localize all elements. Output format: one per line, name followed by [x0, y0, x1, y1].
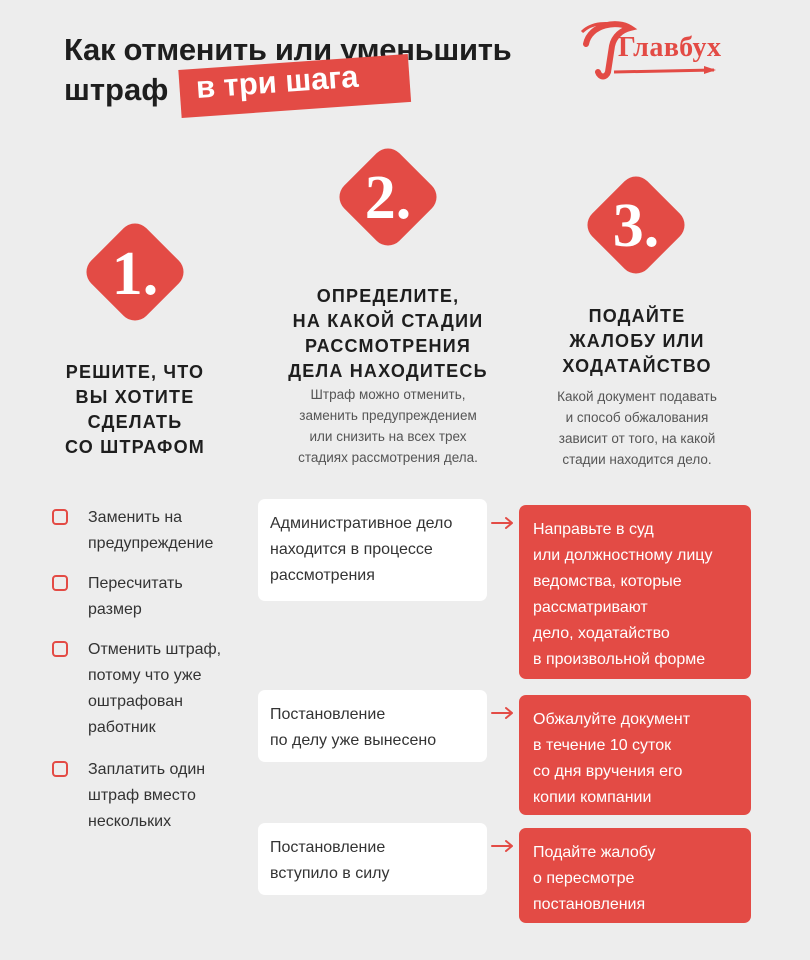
step-2-desc-line: заменить предупреждением — [299, 408, 477, 423]
checklist-label-line: работник — [88, 719, 156, 736]
stage-text-line: рассмотрения — [270, 567, 375, 584]
checklist-label-line: Заплатить один — [88, 761, 206, 778]
checklist-item-label — [88, 757, 258, 835]
checklist-label-line: штраф вместо — [88, 787, 196, 804]
stage-card — [258, 690, 487, 762]
action-text-line: со дня вручения его — [533, 763, 683, 780]
step-3-number: 3. — [612, 192, 660, 260]
step-2-desc-line: или снизить на всех трех — [309, 429, 467, 444]
stage-card — [258, 499, 487, 601]
step-3-title-line: ЖАЛОБУ ИЛИ — [569, 331, 705, 351]
step-3-description — [522, 386, 752, 470]
checklist-item[interactable] — [52, 637, 252, 743]
step-3-desc-line: Какой документ подавать — [557, 389, 717, 404]
action-text-line: копии компании — [533, 789, 652, 806]
checkbox-icon[interactable] — [52, 509, 68, 525]
action-text-line: дело, ходатайство — [533, 625, 670, 642]
step-3-desc-line: стадии находится дело. — [562, 452, 712, 467]
action-text-line: ведомства, которые — [533, 573, 682, 590]
page-title-line-2: штраф — [64, 72, 169, 107]
step-2-description — [273, 384, 503, 468]
arrow-right-icon — [490, 705, 516, 721]
stage-text-line: Административное дело — [270, 515, 453, 532]
checklist-item-label — [88, 505, 258, 557]
action-card — [519, 695, 751, 815]
step-2-desc-line: стадиях рассмотрения дела. — [298, 450, 478, 465]
logo-wordmark: Главбух — [618, 32, 722, 63]
step-1-title-line: РЕШИТЕ, ЧТО — [65, 362, 205, 382]
checklist-label-line: оштрафован — [88, 693, 183, 710]
checklist-item[interactable] — [52, 571, 252, 625]
step-2-title-line: ДЕЛА НАХОДИТЕСЬ — [288, 361, 488, 381]
arrow-right-icon — [490, 838, 516, 854]
step-2-title-line: ОПРЕДЕЛИТЕ, — [316, 286, 460, 306]
step-3-desc-line: зависит от того, на какой — [558, 431, 716, 446]
step-2-title-line: НА КАКОЙ СТАДИИ — [292, 311, 484, 331]
checklist-label-line: размер — [88, 601, 142, 618]
action-text-line: Подайте жалобу — [533, 844, 656, 861]
action-text-line: Направьте в суд — [533, 521, 654, 538]
checklist-item-label — [88, 571, 258, 623]
arrow-right-icon — [490, 515, 516, 531]
step-2-title — [263, 284, 513, 384]
checklist-label-line: Отменить штраф, — [88, 641, 222, 658]
stage-text-line: Постановление — [270, 839, 386, 856]
stage-text-line: по делу уже вынесено — [270, 732, 437, 749]
step-3-title-line: ХОДАТАЙСТВО — [562, 356, 712, 376]
step-2-title-line: РАССМОТРЕНИЯ — [304, 336, 471, 356]
checklist-label-line: нескольких — [88, 813, 172, 830]
step-3-desc-line: и способ обжалования — [565, 410, 709, 425]
step-1-title-line: ВЫ ХОТИТЕ — [75, 387, 195, 407]
step-2-number: 2. — [364, 164, 412, 232]
checklist-label-line: предупреждение — [88, 535, 214, 552]
checklist-label-line: потому что уже — [88, 667, 202, 684]
step-3-title-line: ПОДАЙТЕ — [588, 306, 686, 326]
stage-text-line: находится в процессе — [270, 541, 433, 558]
step-1-title — [30, 360, 240, 460]
action-text-line: в течение 10 суток — [533, 737, 672, 754]
step-1-title-line: СО ШТРАФОМ — [65, 437, 205, 457]
step-2-desc-line: Штраф можно отменить, — [310, 387, 466, 402]
checkbox-icon[interactable] — [52, 641, 68, 657]
page-title-line-1: Как отменить или уменьшить — [64, 32, 512, 67]
action-text-line: в произвольной форме — [533, 651, 706, 668]
checklist-item[interactable] — [52, 505, 252, 559]
checklist-item[interactable] — [52, 757, 252, 837]
checklist-label-line: Заменить на — [88, 509, 183, 526]
checklist-label-line: Пересчитать — [88, 575, 183, 592]
step-1-number: 1. — [111, 240, 159, 308]
action-card — [519, 505, 751, 679]
checkbox-icon[interactable] — [52, 575, 68, 591]
step-3-title — [532, 304, 742, 379]
step-1-title-line: СДЕЛАТЬ — [87, 412, 183, 432]
stage-text-line: вступило в силу — [270, 865, 390, 882]
stage-text-line: Постановление — [270, 706, 386, 723]
action-text-line: постановления — [533, 896, 646, 913]
title-highlight-text: в три шага — [194, 58, 360, 105]
action-text-line: Обжалуйте документ — [533, 711, 691, 728]
stage-card — [258, 823, 487, 895]
checklist-item-label — [88, 637, 258, 741]
action-text-line: рассматривают — [533, 599, 648, 616]
action-text-line: или должностному лицу — [533, 547, 713, 564]
action-card — [519, 828, 751, 923]
checkbox-icon[interactable] — [52, 761, 68, 777]
action-text-line: о пересмотре — [533, 870, 635, 887]
